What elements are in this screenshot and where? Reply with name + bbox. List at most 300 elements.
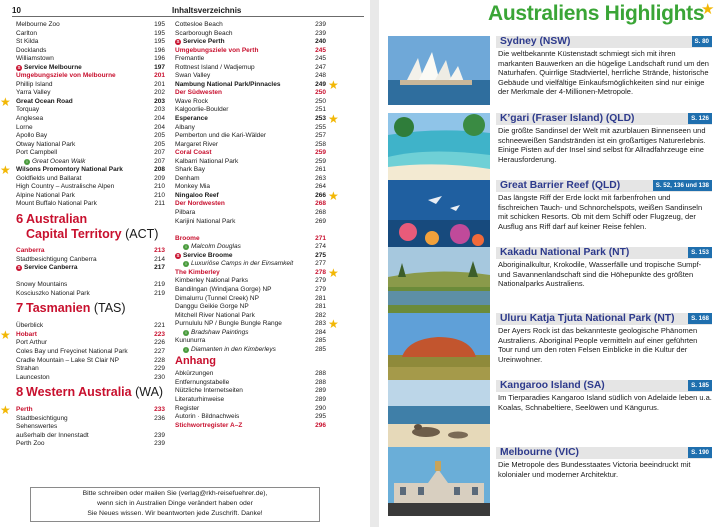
toc-entry[interactable] bbox=[16, 141, 165, 150]
toc-entry-text: Sehenswertes bbox=[16, 423, 58, 431]
toc-page-number: 213 bbox=[154, 247, 165, 255]
toc-page-number: 279 bbox=[315, 285, 326, 293]
toc-entry-title bbox=[16, 264, 77, 273]
toc-entry[interactable] bbox=[16, 440, 165, 449]
toc-entry-text: Alpine National Park bbox=[16, 191, 75, 199]
info-icon: i bbox=[24, 159, 30, 165]
toc-entry-text: Abkürzungen bbox=[175, 370, 214, 378]
toc-entry-title bbox=[175, 141, 218, 150]
toc-entry-text: Kalgoorlie-Boulder bbox=[175, 106, 229, 114]
toc-entry-title bbox=[175, 277, 248, 286]
toc-page-number: 288 bbox=[315, 378, 326, 386]
toc-entry-text: Lorne bbox=[16, 123, 33, 131]
highlight-photo bbox=[388, 36, 490, 105]
toc-entry-title bbox=[175, 312, 255, 321]
toc-entry-title bbox=[175, 320, 282, 329]
toc-entry[interactable] bbox=[175, 379, 326, 388]
toc-entry[interactable] bbox=[175, 387, 326, 396]
toc-page-number: 288 bbox=[315, 370, 326, 378]
chapter-title-text: Western Australia bbox=[26, 385, 132, 400]
toc-entry-title bbox=[175, 396, 224, 405]
toc-entry-title bbox=[24, 158, 85, 167]
toc-page-number: 195 bbox=[154, 29, 165, 37]
toc-entry[interactable] bbox=[16, 21, 165, 30]
toc-entry-text: Snowy Mountains bbox=[16, 281, 68, 289]
highlight-description: Die größte Sandinsel der Welt mit azurblauen Binnenseen und schneeweißen Sandstränden ist ein großartiges Naturerlebnis. Einige Pisten auf der Insel sind selbst für Allradfahrzeuge eine Herausforderung. bbox=[498, 126, 706, 164]
toc-entry-title bbox=[183, 243, 241, 252]
toc-entry[interactable] bbox=[175, 183, 326, 192]
toc-entry[interactable] bbox=[175, 209, 326, 218]
toc-spacer bbox=[175, 226, 326, 235]
toc-page-number: 219 bbox=[154, 289, 165, 297]
toc-entry-text: Esperance bbox=[175, 115, 208, 123]
toc-entry[interactable] bbox=[175, 312, 326, 321]
toc-entry[interactable] bbox=[175, 303, 326, 312]
toc-page-number: 195 bbox=[154, 21, 165, 28]
star-icon: ★ bbox=[0, 94, 11, 109]
toc-entry[interactable] bbox=[175, 38, 326, 47]
toc-entry[interactable] bbox=[16, 432, 165, 441]
toc-page-number: 226 bbox=[154, 339, 165, 347]
star-icon: ★ bbox=[328, 188, 339, 203]
toc-entry-title bbox=[16, 322, 43, 331]
toc-entry[interactable] bbox=[0, 94, 165, 109]
toc-entry-title bbox=[175, 38, 225, 47]
toc-page-number: 197 bbox=[154, 63, 165, 71]
toc-entry-text: Denham bbox=[175, 174, 200, 182]
toc-page-number: 245 bbox=[315, 46, 326, 54]
toc-entry-title bbox=[175, 286, 271, 295]
toc-entry[interactable] bbox=[175, 252, 326, 261]
toc-entry[interactable] bbox=[16, 115, 165, 124]
toc-entry[interactable] bbox=[16, 192, 165, 201]
toc-entry-title bbox=[175, 21, 223, 30]
info-icon: i bbox=[183, 261, 189, 267]
toc-page-number: 274 bbox=[315, 243, 326, 251]
highlight-page-ref[interactable]: S. 190 bbox=[688, 447, 712, 458]
toc-entry[interactable] bbox=[175, 370, 326, 379]
toc-page-number: 295 bbox=[315, 413, 326, 421]
toc-entry-title bbox=[16, 106, 39, 115]
toc-entry[interactable] bbox=[175, 89, 326, 98]
toc-page-number: 204 bbox=[154, 123, 165, 131]
toc-entry[interactable] bbox=[16, 183, 165, 192]
toc-page-number: 207 bbox=[154, 157, 165, 165]
toc-entry-text: Mount Buffalo National Park bbox=[16, 200, 97, 208]
toc-page-number: 205 bbox=[154, 140, 165, 148]
toc-entry[interactable] bbox=[175, 64, 326, 73]
highlights-title: Australiens Highlights bbox=[488, 2, 705, 25]
star-icon: ★ bbox=[0, 163, 11, 178]
toc-entry-text: Perth Zoo bbox=[16, 440, 45, 448]
toc-entry[interactable] bbox=[16, 72, 165, 81]
toc-column-2 bbox=[175, 21, 339, 430]
service-icon: S bbox=[17, 265, 21, 271]
toc-entry[interactable] bbox=[0, 327, 165, 342]
toc-entry[interactable] bbox=[16, 200, 165, 209]
toc-page-number: 285 bbox=[315, 337, 326, 345]
toc-entry-title bbox=[183, 346, 276, 355]
toc-entry-title bbox=[16, 47, 46, 56]
toc-entry-title bbox=[175, 370, 213, 379]
toc-page-number: 271 bbox=[315, 234, 326, 242]
toc-entry-text: Anglesea bbox=[16, 115, 44, 123]
toc-entry-title bbox=[175, 115, 208, 124]
toc-page-number: 208 bbox=[154, 166, 165, 174]
toc-entry-title bbox=[16, 247, 45, 256]
toc-entry[interactable] bbox=[16, 357, 165, 366]
toc-entry-title bbox=[175, 98, 208, 107]
chapter-heading bbox=[16, 298, 165, 322]
toc-entry-title bbox=[16, 98, 73, 107]
toc-entry[interactable] bbox=[175, 106, 326, 115]
toc-entry-text: Kununurra bbox=[175, 337, 206, 345]
toc-page-number: 255 bbox=[315, 123, 326, 131]
toc-page-number: 263 bbox=[315, 174, 326, 182]
note-line-2: wenn sich in Australien Dinge verändert haben oder bbox=[97, 500, 253, 507]
toc-entry-text: Otway National Park bbox=[16, 140, 76, 148]
highlight-name: Uluru Katja Tjuta National Park (NT) bbox=[500, 313, 675, 324]
toc-entry[interactable] bbox=[16, 81, 165, 90]
toc-entry[interactable] bbox=[175, 55, 326, 64]
toc-entry[interactable] bbox=[16, 124, 165, 133]
toc-entry-title bbox=[175, 192, 219, 201]
toc-page-number: 211 bbox=[154, 200, 165, 208]
toc-entry-text: Margaret River bbox=[175, 140, 218, 148]
star-icon: ★ bbox=[328, 112, 339, 127]
toc-entry[interactable] bbox=[16, 132, 165, 141]
toc-entry[interactable] bbox=[16, 290, 165, 299]
toc-entry[interactable] bbox=[16, 175, 165, 184]
toc-entry-text: Albany bbox=[175, 123, 195, 131]
toc-page-number: 278 bbox=[315, 268, 326, 276]
chapter-title-text: Tasmanien bbox=[26, 301, 91, 316]
toc-entry-title bbox=[16, 89, 50, 98]
toc-entry-title bbox=[175, 387, 243, 396]
toc-entry[interactable] bbox=[175, 413, 326, 422]
toc-entry[interactable] bbox=[175, 260, 326, 269]
toc-entry-text: Coles Bay und Freycinet National Park bbox=[16, 347, 128, 355]
highlight-photo bbox=[388, 113, 490, 182]
page-gutter bbox=[370, 0, 379, 527]
highlight-page-ref[interactable]: S. 80 bbox=[692, 36, 712, 47]
toc-entry-title bbox=[175, 30, 232, 39]
toc-entry-text: Fremantle bbox=[175, 55, 205, 63]
toc-entry[interactable] bbox=[175, 337, 326, 346]
toc-page-number: 219 bbox=[154, 281, 165, 289]
toc-page-number: 214 bbox=[154, 255, 165, 263]
info-icon: i bbox=[183, 347, 189, 353]
toc-entry[interactable] bbox=[16, 322, 165, 331]
toc-page-number: 227 bbox=[154, 347, 165, 355]
toc-entry[interactable] bbox=[16, 247, 165, 256]
toc-entry-text: Hobart bbox=[16, 330, 37, 338]
toc-entry-text: Canberra bbox=[16, 247, 45, 255]
star-icon: ★ bbox=[0, 403, 11, 418]
toc-entry[interactable] bbox=[175, 124, 326, 133]
toc-entry-text: Stadtbesichtigung bbox=[16, 414, 68, 422]
toc-entry-text: Docklands bbox=[16, 46, 47, 54]
info-icon: i bbox=[183, 244, 189, 250]
highlight-page-ref[interactable]: S. 52, 136 und 138 bbox=[653, 180, 712, 191]
toc-entry-text: Cottesloe Beach bbox=[175, 21, 223, 28]
toc-entry[interactable] bbox=[175, 277, 326, 286]
toc-entry-text: Great Ocean Walk bbox=[32, 157, 86, 165]
toc-entry-text: Shark Bay bbox=[175, 166, 205, 174]
toc-entry[interactable] bbox=[16, 281, 165, 290]
toc-entry-title bbox=[175, 81, 280, 90]
toc-entry[interactable] bbox=[175, 149, 326, 158]
toc-entry[interactable] bbox=[16, 158, 165, 167]
toc-entry[interactable] bbox=[16, 64, 165, 73]
toc-entry-title bbox=[175, 166, 205, 175]
toc-page-number: 285 bbox=[315, 345, 326, 353]
toc-entry-title bbox=[175, 218, 235, 227]
toc-entry-text: Wave Rock bbox=[175, 97, 208, 105]
toc-entry-text: außerhalb der Innenstadt bbox=[16, 431, 89, 439]
toc-entry-text: Perth bbox=[16, 406, 33, 414]
highlight-page-ref[interactable]: S. 185 bbox=[688, 380, 712, 391]
toc-entry[interactable] bbox=[175, 243, 326, 252]
toc-entry[interactable] bbox=[175, 265, 339, 280]
toc-entry-title bbox=[175, 252, 233, 261]
toc-page-number: 233 bbox=[154, 406, 165, 414]
toc-entry-text: Coral Coast bbox=[175, 149, 212, 157]
page-title: Inhaltsverzeichnis bbox=[172, 6, 242, 15]
toc-entry-title bbox=[16, 72, 116, 81]
toc-entry[interactable] bbox=[16, 149, 165, 158]
toc-entry[interactable] bbox=[175, 188, 339, 203]
toc-entry-title bbox=[16, 38, 38, 47]
highlight-item bbox=[388, 380, 712, 449]
highlight-item bbox=[388, 447, 712, 516]
star-icon: ★ bbox=[328, 317, 339, 332]
toc-page-number: 217 bbox=[154, 264, 165, 272]
toc-page-number: 203 bbox=[154, 106, 165, 114]
toc-entry-text: Umgebungsziele von Perth bbox=[175, 46, 259, 54]
toc-page-number: 284 bbox=[315, 328, 326, 336]
toc-entry-title bbox=[175, 379, 229, 388]
toc-entry[interactable] bbox=[175, 166, 326, 175]
toc-entry-title bbox=[175, 183, 210, 192]
highlight-photo bbox=[388, 380, 490, 449]
toc-spacer bbox=[16, 273, 165, 282]
toc-column-1 bbox=[0, 21, 165, 449]
toc-entry-title bbox=[16, 21, 60, 30]
toc-entry[interactable] bbox=[16, 374, 165, 383]
toc-page-number: 248 bbox=[315, 72, 326, 80]
toc-entry[interactable] bbox=[175, 21, 326, 30]
toc-entry-title bbox=[16, 256, 97, 265]
toc-entry[interactable] bbox=[175, 422, 326, 431]
toc-entry-title bbox=[175, 295, 259, 304]
toc-entry-text: Service Broome bbox=[183, 251, 233, 259]
toc-entry[interactable] bbox=[16, 38, 165, 47]
toc-page-number: 258 bbox=[315, 140, 326, 148]
toc-entry[interactable] bbox=[175, 235, 326, 244]
toc-entry-title bbox=[175, 413, 239, 422]
toc-entry-title bbox=[16, 365, 39, 374]
toc-entry[interactable] bbox=[175, 47, 326, 56]
chapter-abbreviation: (TAS) bbox=[90, 301, 126, 316]
toc-entry-text: Torquay bbox=[16, 106, 40, 114]
toc-page-number: 223 bbox=[154, 330, 165, 338]
toc-page-number: 236 bbox=[154, 414, 165, 422]
toc-entry-text: Bandilngan (Windjana Gorge) NP bbox=[175, 285, 272, 293]
toc-entry[interactable] bbox=[175, 405, 326, 414]
page-number: 10 bbox=[12, 6, 21, 15]
toc-entry-text: Port Arthur bbox=[16, 339, 48, 347]
toc-entry[interactable] bbox=[16, 423, 165, 432]
toc-page-number: 196 bbox=[154, 46, 165, 54]
toc-page-number: 210 bbox=[154, 183, 165, 191]
highlight-description: Die weltbekannte Küstenstadt schmiegt sich mit ihren markanten Bauwerken an die hügelige Landschaft rund um den Naturhafen. Quirrlige Stadtviertel, herrliche Strände, historische Gebäude und vielfältige Einkaufsmöglichkeiten sind nur einige der Merkmale der 4-Millionen-Metropole. bbox=[498, 49, 709, 97]
toc-entry[interactable] bbox=[175, 218, 326, 227]
toc-page-number: 282 bbox=[315, 311, 326, 319]
service-icon: S bbox=[176, 39, 180, 45]
toc-entry-title bbox=[16, 149, 57, 158]
toc-entry-text: Strahan bbox=[16, 365, 39, 373]
toc-entry-title bbox=[16, 64, 82, 73]
toc-entry-text: Pemberton und die Kari-Wälder bbox=[175, 132, 267, 140]
toc-entry[interactable] bbox=[16, 89, 165, 98]
toc-entry-text: Service Melbourne bbox=[24, 63, 82, 71]
toc-entry-title bbox=[175, 175, 200, 184]
toc-page-number: 239 bbox=[154, 440, 165, 448]
toc-page-number: 268 bbox=[315, 209, 326, 217]
toc-entry[interactable] bbox=[175, 141, 326, 150]
service-icon: S bbox=[176, 252, 180, 258]
toc-entry-title bbox=[175, 149, 211, 158]
toc-entry[interactable] bbox=[16, 348, 165, 357]
toc-entry[interactable] bbox=[16, 264, 165, 273]
highlight-description: Die Metropole des Bundesstaates Victoria beeindruckt mit kolonialer und moderner Architektur. bbox=[498, 460, 691, 479]
toc-entry-text: Scarborough Beach bbox=[175, 29, 233, 37]
highlight-page-ref[interactable]: S. 168 bbox=[688, 313, 712, 324]
chapter-title bbox=[26, 385, 164, 400]
chapter-title bbox=[26, 212, 88, 227]
highlight-name: Sydney (NSW) bbox=[500, 36, 571, 47]
toc-entry-text: Literaturhinweise bbox=[175, 395, 225, 403]
toc-entry[interactable] bbox=[16, 339, 165, 348]
chapter-heading bbox=[16, 209, 165, 247]
highlight-page-ref[interactable]: S. 153 bbox=[688, 247, 712, 258]
toc-entry-title bbox=[16, 30, 37, 39]
toc-entry-title bbox=[175, 303, 249, 312]
toc-page-number: 275 bbox=[315, 251, 326, 259]
toc-entry[interactable] bbox=[16, 55, 165, 64]
toc-page-number: 209 bbox=[154, 174, 165, 182]
toc-entry-title bbox=[175, 422, 242, 431]
toc-entry[interactable] bbox=[175, 346, 326, 355]
toc-entry-text: Danggu Geikie Gorge NP bbox=[175, 303, 249, 311]
toc-entry[interactable] bbox=[16, 365, 165, 374]
toc-entry[interactable] bbox=[16, 256, 165, 265]
toc-entry[interactable] bbox=[175, 98, 326, 107]
toc-entry[interactable] bbox=[175, 329, 326, 338]
note-line-3: Sie Neues wissen. Wir beantworten jede Zuschrift. Danke! bbox=[87, 510, 263, 517]
highlight-description: Im Tierparadies Kangaroo Island südlich von Adelaide leben u.a. Koalas, Schnabeltiere, Seelöwen und Kängurus. bbox=[498, 393, 712, 412]
toc-page-number: 247 bbox=[315, 63, 326, 71]
service-icon: S bbox=[17, 64, 21, 70]
toc-page-number: 277 bbox=[315, 260, 326, 268]
toc-entry-title bbox=[16, 281, 67, 290]
toc-entry[interactable] bbox=[16, 47, 165, 56]
toc-entry-title bbox=[16, 115, 43, 124]
toc-page-number: 245 bbox=[315, 55, 326, 63]
toc-entry-title bbox=[16, 192, 75, 201]
toc-entry-title bbox=[16, 348, 128, 357]
toc-page-number: 249 bbox=[315, 80, 326, 88]
toc-entry[interactable] bbox=[175, 77, 339, 92]
toc-entry[interactable] bbox=[16, 30, 165, 39]
highlight-item bbox=[388, 247, 712, 316]
toc-entry[interactable] bbox=[175, 72, 326, 81]
toc-entry[interactable] bbox=[175, 200, 326, 209]
highlight-description: Aboriginalkultur, Krokodile, Wasserfälle und tropische Sumpf- und Savannenlandschaft sind die Höhepunkte des größten Nationalparks Australiens. bbox=[498, 260, 702, 289]
highlight-name: Great Barrier Reef (QLD) bbox=[500, 180, 621, 191]
toc-entry-text: Yarra Valley bbox=[16, 89, 51, 97]
toc-entry-text: Stichwortregister A–Z bbox=[175, 421, 243, 429]
toc-entry-title bbox=[175, 106, 228, 115]
toc-entry[interactable] bbox=[175, 295, 326, 304]
toc-page-number: 266 bbox=[315, 191, 326, 199]
toc-entry-text: Autorin · Bildnachweis bbox=[175, 413, 240, 421]
toc-entry-text: Register bbox=[175, 404, 200, 412]
toc-entry[interactable] bbox=[16, 415, 165, 424]
toc-entry-text: Carlton bbox=[16, 29, 37, 37]
toc-page-number: 239 bbox=[315, 29, 326, 37]
toc-entry-text: Mitchell River National Park bbox=[175, 311, 255, 319]
toc-page-number: 207 bbox=[154, 149, 165, 157]
toc-entry-title bbox=[175, 72, 210, 81]
toc-entry[interactable] bbox=[175, 286, 326, 295]
highlight-page-ref[interactable]: S. 126 bbox=[688, 113, 712, 124]
page-header bbox=[12, 6, 352, 20]
toc-entry-title bbox=[16, 406, 33, 415]
toc-entry-text: Stadtbesichtigung Canberra bbox=[16, 255, 97, 263]
toc-entry-title bbox=[183, 329, 248, 338]
toc-page-number: 201 bbox=[154, 80, 165, 88]
toc-page-number: 281 bbox=[315, 303, 326, 311]
toc-entry[interactable] bbox=[175, 30, 326, 39]
toc-entry-text: Nambung National Park/Pinnacles bbox=[175, 80, 281, 88]
toc-page-number: 228 bbox=[154, 356, 165, 364]
toc-entry-title bbox=[175, 209, 195, 218]
toc-entry-text: Ningaloo Reef bbox=[175, 191, 219, 199]
toc-entry-text: Kalbarri National Park bbox=[175, 157, 239, 165]
toc-page-number: 259 bbox=[315, 157, 326, 165]
toc-page-number: 221 bbox=[154, 322, 165, 330]
toc-entry-title bbox=[175, 132, 266, 141]
toc-page-number: 289 bbox=[315, 387, 326, 395]
toc-entry-text: Überblick bbox=[16, 322, 44, 330]
toc-entry[interactable] bbox=[175, 175, 326, 184]
toc-entry[interactable] bbox=[16, 106, 165, 115]
toc-entry-text: Malcolm Douglas bbox=[191, 243, 241, 251]
toc-entry-title bbox=[16, 415, 68, 424]
toc-entry-title bbox=[175, 235, 200, 244]
note-line-1: Bitte schreiben oder mailen Sie (verlag@rkh-reisefuehrer.de), bbox=[82, 490, 268, 497]
toc-entry-title bbox=[183, 260, 293, 269]
toc-entry[interactable] bbox=[175, 158, 326, 167]
chapter-title-line-2 bbox=[26, 227, 159, 242]
toc-entry[interactable] bbox=[175, 396, 326, 405]
toc-entry-title bbox=[16, 55, 54, 64]
toc-entry[interactable] bbox=[175, 132, 326, 141]
chapter-title-text: Australian bbox=[26, 212, 88, 227]
toc-entry-text: Dimalurru (Tunnel Creek) NP bbox=[175, 294, 259, 302]
